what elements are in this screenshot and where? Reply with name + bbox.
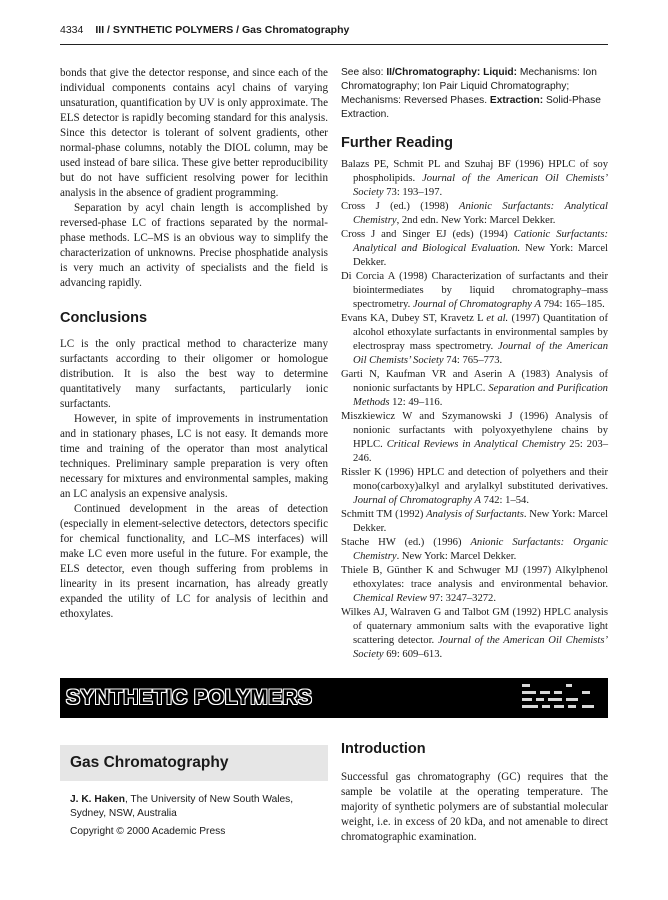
body-paragraph: However, in spite of improvements in instrumentation and in stationary phases, LC is not easy. It demands more time and training of the operator than most analytical techniques. Preliminary sample preparation is very often necessary for mixtures and environmental samples, making an LC analysis an expensive analysis. [60,413,328,500]
author-affiliation [70,793,328,821]
author-name: J. K. Haken [70,794,125,805]
banner-title: SYNTHETIC POLYMERS [66,686,313,709]
running-header [60,24,608,45]
reference-item: Schmitt TM (1992) Analysis of Surfactants. New York: Marcel Dekker. [341,509,608,534]
see-also-link[interactable]: II/Chromatography: Liquid: [386,67,518,78]
body-paragraph: bonds that give the detector response, and since each of the individual components contains acyl chains of varying unsaturation, quantification by UV is only approximate. The ELS detector is rapidly becoming standard for this analysis. Since this detector is tolerant of solvent gradients, other normal-phase columns, notably the DIOL column, may be used instead of bare silica. These give better reproducibility but do not have sufficient resolving power for lecithin analysis in the absence of gradient programming. [60,67,328,199]
reference-item: Stache HW (ed.) (1996) Anionic Surfactants: Organic Chemistry. New York: Marcel Dekker. [341,537,608,562]
article-title: Gas Chromatography [70,754,229,771]
right-column [341,66,608,662]
reference-item: Balazs PE, Schmit PL and Szuhaj BF (1996) HPLC of soy phospholipids. Journal of the American Oil Chemists’ Society 73: 193–197. [341,159,608,198]
body-paragraph: Separation by acyl chain length is accomplished by reversed-phase LC of fractions separated by the normal-phase methods. LC–MS is an obvious way to simplify the characterization of unknowns. Precise phosphatide analysis is very much an activity of specialists and the field is advancing rapidly. [60,202,328,289]
section-banner [60,678,608,718]
see-also-text: Mechanisms: Ion Chromatography; Ion Pair Liquid Chromatography; Mechanisms: Reversed Phases. [341,67,597,106]
reference-item: Garti N, Kaufman VR and Aserin A (1983) Analysis of nonionic surfactants by HPLC. Separation and Purification Methods 12: 49–116. [341,369,608,408]
reference-item: Thiele B, Günther K and Schwuger MJ (1997) Alkylphenol ethoxylates: trace analysis and environmental behavior. Chemical Review 97: 3247–3272. [341,565,608,604]
reference-item: Di Corcia A (1998) Characterization of surfactants and their biointermediates by liquid chromatography–mass spectrometry. Journal of Chromatography A 794: 165–185. [341,271,608,310]
see-also-text: Solid-Phase Extraction. [341,95,601,120]
see-also [341,66,608,122]
running-title: III / SYNTHETIC POLYMERS / Gas Chromatography [95,24,350,36]
further-reading-heading: Further Reading [341,135,453,151]
affiliation: , The University of New South Wales, Sydney, NSW, Australia [70,794,294,819]
reference-item: Cross J and Singer EJ (eds) (1994) Cationic Surfactants: Analytical and Biological Evaluation. New York: Marcel Dekker. [341,229,608,268]
article-title-box [60,745,328,781]
reference-item: Evans KA, Dubey ST, Kravetz L et al. (1997) Quantitation of alcohol ethoxylate surfactants in environmental samples by electrospray mass spectrometry. Journal of the American Oil Chemists’ Society 74: 765–773. [341,313,608,366]
conclusions-heading: Conclusions [60,310,148,326]
see-also-link[interactable]: Extraction: [489,95,544,106]
see-also-label: See also: [341,67,387,78]
body-paragraph: Continued development in the areas of detection (especially in element-selective detectors, detectors specific for chemical functionality, and LC–MS interfaces) will make LC even more useful in the future. For example, the ELS detector, even though suffering from problems in linearity in its present incarnation, has already greatly expanded the utility of LC for analysis of lecithin and ethoxylates. [60,503,328,620]
reference-item: Wilkes AJ, Walraven G and Talbot GM (1992) HPLC analysis of quaternary ammonium salts with the evaporative light scattering detector. Journal of the American Oil Chemists’ Society 69: 609–613. [341,607,609,660]
introduction-section [341,740,608,845]
body-paragraph: Successful gas chromatography (GC) requires that the sample be volatile at the operating temperature. The majority of synthetic polymers are of substantial molecular weight, i.e. in excess of 20 kDa, and not amenable to direct chromatographic examination. [341,771,608,843]
body-paragraph: LC is the only practical method to characterize many surfactants according to their oligomer or homologue distribution. It is also the best way to determine quantitatively many surfactants, particularly ionic surfactants. [60,338,328,410]
introduction-heading: Introduction [341,741,426,757]
reference-list [341,158,608,662]
polymer-chain-icon [520,681,598,715]
copyright-line: Copyright © 2000 Academic Press [70,826,226,837]
reference-item: Cross J (ed.) (1998) Anionic Surfactants: Analytical Chemistry, 2nd edn. New York: Marcel Dekker. [341,201,608,226]
reference-item: Miszkiewicz W and Szymanowski J (1996) Analysis of nonionic surfactants with polyoxyethylene chains by HPLC. Critical Reviews in Analytical Chemistry 25: 203–246. [341,411,608,464]
reference-item: Rissler K (1996) HPLC and detection of polyethers and their mono(carboxy)alkyl and arylalkyl substituted derivatives. Journal of Chromatography A 742: 1–54. [341,467,608,506]
page-number: 4334 [60,24,84,36]
left-column [60,66,328,622]
